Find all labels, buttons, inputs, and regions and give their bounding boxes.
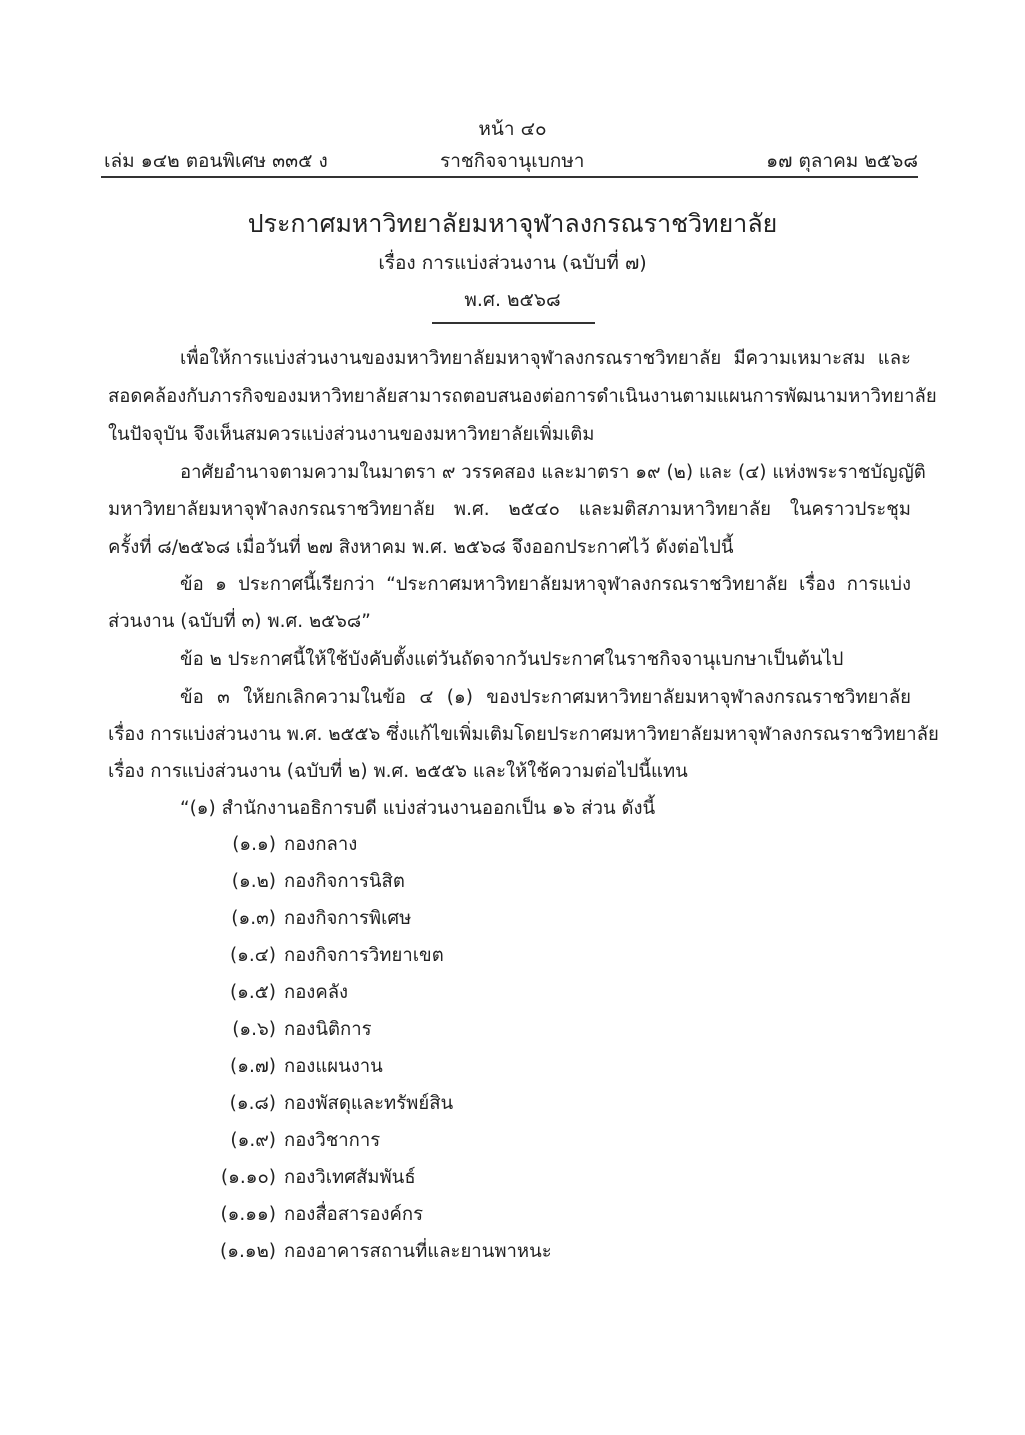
list-item-label: กองอาคารสถานที่และยานพาหนะ	[284, 1241, 552, 1262]
announcement-title: ประกาศมหาวิทยาลัยมหาจุฬาลงกรณราชวิทยาลัย	[247, 209, 778, 238]
list-item-number: (๑.๙)	[230, 1130, 276, 1151]
list-item-label: กองกิจการวิทยาเขต	[284, 945, 444, 966]
list-item-label: กองสื่อสารองค์กร	[284, 1204, 424, 1225]
list-item-number: (๑.๖)	[232, 1019, 276, 1040]
list-item-number: (๑.๑๒)	[220, 1241, 276, 1262]
page-number: หน้า ๔๐	[478, 118, 547, 140]
list-item-label: กองวิชาการ	[284, 1130, 381, 1151]
gazette-name: ราชกิจจานุเบกษา	[440, 150, 585, 172]
paragraph-2-line-3: ครั้งที่ ๘/๒๕๖๘ เมื่อวันที่ ๒๗ สิงหาคม พ.ศ. ๒๕๖๘ จึงออกประกาศไว้ ดังต่อไปนี้	[108, 537, 734, 558]
paragraph-2-line-1: อาศัยอำนาจตามความในมาตรา ๙ วรรคสอง และมาตรา ๑๙ (๒) และ (๔) แห่งพระราชบัญญัติ	[180, 462, 926, 483]
list-item-label: กองกิจการพิเศษ	[284, 908, 412, 929]
list-item-number: (๑.๘)	[229, 1093, 276, 1114]
list-item-label: กองนิติการ	[284, 1019, 372, 1040]
announcement-year: พ.ศ. ๒๕๖๘	[464, 289, 561, 311]
gazette-volume-issue: เล่ม ๑๔๒ ตอนพิเศษ ๓๓๕ ง	[104, 150, 328, 172]
title-divider	[432, 322, 595, 324]
clause-3-line-2: เรื่อง การแบ่งส่วนงาน พ.ศ. ๒๕๕๖ ซึ่งแก้ไขเพิ่มเติมโดยประกาศมหาวิทยาลัยมหาจุฬาลงกรณราชวิทยาลัย	[108, 724, 939, 745]
list-item-number: (๑.๔)	[229, 945, 276, 966]
list-item-label: กองคลัง	[284, 982, 349, 1003]
clause-1-line-2: ส่วนงาน (ฉบับที่ ๓) พ.ศ. ๒๕๖๘”	[108, 611, 371, 632]
list-item-label: กองวิเทศสัมพันธ์	[284, 1167, 416, 1188]
list-item-label: กองกิจการนิสิต	[284, 871, 405, 892]
list-item-number: (๑.๑)	[232, 834, 276, 855]
clause-3-line-1: ข้อ ๓ ให้ยกเลิกความในข้อ ๔ (๑) ของประกาศมหาวิทยาลัยมหาจุฬาลงกรณราชวิทยาลัย	[180, 687, 911, 708]
paragraph-1-line-2: สอดคล้องกับภารกิจของมหาวิทยาลัยสามารถตอบสนองต่อการดำเนินงานตามแผนการพัฒนามหาวิทยาลัย	[108, 386, 937, 407]
gazette-header	[104, 146, 918, 174]
list-item-number: (๑.๕)	[229, 982, 276, 1003]
list-item-label: กองแผนงาน	[284, 1056, 383, 1077]
list-item-number: (๑.๑๐)	[220, 1167, 276, 1188]
paragraph-2-line-2: มหาวิทยาลัยมหาจุฬาลงกรณราชวิทยาลัย พ.ศ. ๒๕๔๐ และมติสภามหาวิทยาลัย ในคราวประชุม	[108, 499, 911, 520]
clause-3-line-3: เรื่อง การแบ่งส่วนงาน (ฉบับที่ ๒) พ.ศ. ๒๕๕๖ และให้ใช้ความต่อไปนี้แทน	[108, 761, 688, 782]
paragraph-1-line-1: เพื่อให้การแบ่งส่วนงานของมหาวิทยาลัยมหาจุฬาลงกรณราชวิทยาลัย มีความเหมาะสม และ	[180, 348, 911, 369]
clause-1-line-1: ข้อ ๑ ประกาศนี้เรียกว่า “ประกาศมหาวิทยาลัยมหาจุฬาลงกรณราชวิทยาลัย เรื่อง การแบ่ง	[180, 574, 911, 595]
clause-2-line-1: ข้อ ๒ ประกาศนี้ให้ใช้บังคับตั้งแต่วันถัดจากวันประกาศในราชกิจจานุเบกษาเป็นต้นไป	[180, 649, 844, 670]
list-item-number: (๑.๗)	[230, 1056, 276, 1077]
list-item-number: (๑.๒)	[231, 871, 276, 892]
announcement-subject: เรื่อง การแบ่งส่วนงาน (ฉบับที่ ๗)	[378, 252, 647, 274]
list-item-label: กองพัสดุและทรัพย์สิน	[284, 1093, 454, 1114]
paragraph-1-line-3: ในปัจจุบัน จึงเห็นสมควรแบ่งส่วนงานของมหาวิทยาลัยเพิ่มเติม	[108, 424, 595, 445]
header-divider	[101, 176, 918, 178]
list-item-number: (๑.๓)	[231, 908, 276, 929]
gazette-date: ๑๗ ตุลาคม ๒๕๖๘	[766, 150, 918, 172]
list-item-label: กองกลาง	[284, 834, 358, 855]
clause-3-intro: “(๑) สำนักงานอธิการบดี แบ่งส่วนงานออกเป็น ๑๖ ส่วน ดังนี้	[180, 798, 656, 819]
list-item-number: (๑.๑๑)	[220, 1204, 276, 1225]
